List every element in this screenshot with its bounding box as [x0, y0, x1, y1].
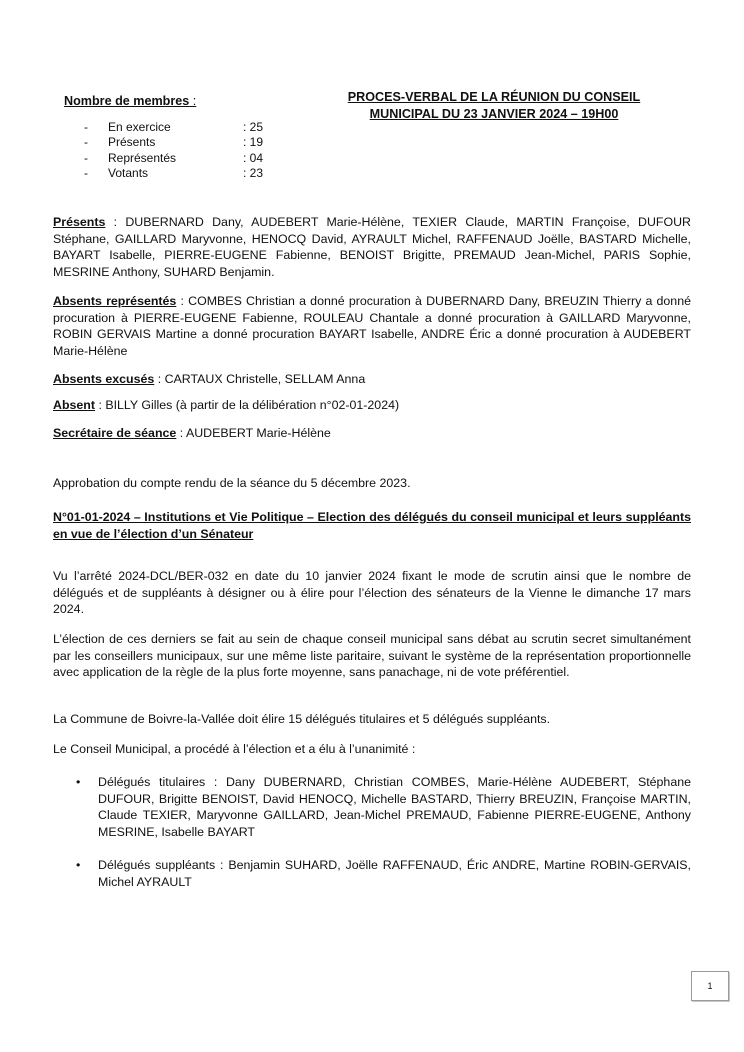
bullet-icon: •: [76, 775, 81, 789]
member-label: En exercice: [108, 119, 171, 134]
members-title-text: Nombre de membres: [64, 94, 190, 108]
delegues-suppleants-text: Délégués suppléants : Benjamin SUHARD, Joëlle RAFFENAUD, Éric ANDRE, Martine ROBIN-GERVAIS, Michel AYRAULT: [98, 858, 691, 889]
member-value: : 25: [243, 119, 264, 134]
secretaire-text: : AUDEBERT Marie-Hélène: [176, 426, 331, 440]
deliberation-paragraph-2: L’élection de ces derniers se fait au sein de chaque conseil municipal sans débat au scrutin secret simultanément par les conseillers municipaux, sur une même liste paritaire, suivant le système de la représentation proportionnelle avec application de la règle de la plus forte moyenne, sans panachage, ni de vote préférentiel.: [53, 632, 691, 679]
presents-text: : DUBERNARD Dany, AUDEBERT Marie-Hélène, TEXIER Claude, MARTIN Françoise, DUFOUR Stéphane, GAILLARD Maryvonne, HENOCQ David, AYRAULT Michel, RAFFENAUD Joëlle, BASTARD Michelle, BAYART Isabelle, PIERRE-EUGENE Fabienne, BENOIST Brigitte, PREMAUD Jean-Michel, PARIS Sophie, MESRINE Anthony, SUHARD Benjamin.: [53, 215, 691, 279]
document-title-line-1: PROCES-VERBAL DE LA RÉUNION DU CONSEIL: [347, 90, 641, 104]
absent-section: [53, 397, 691, 414]
deliberation-paragraph-4: Le Conseil Municipal, a procédé à l’élection et a élu à l’unanimité :: [53, 742, 416, 756]
member-row: [84, 166, 284, 182]
presents-label: Présents: [53, 215, 106, 229]
members-title-colon: :: [189, 94, 197, 108]
page-number: 1: [691, 971, 729, 1001]
absent-text: : BILLY Gilles (à partir de la délibération n°02-01-2024): [95, 398, 400, 412]
presents-section: [53, 214, 691, 280]
secretaire-label: Secrétaire de séance: [53, 426, 177, 440]
members-block: [64, 93, 284, 182]
absents-excuses-label: Absents excusés: [53, 372, 155, 386]
list-item: [53, 774, 691, 840]
member-value: : 23: [243, 166, 264, 180]
secretaire-section: [53, 425, 691, 442]
deliberation-paragraph-1: Vu l’arrêté 2024-DCL/BER-032 en date du 10 janvier 2024 fixant le mode de scrutin ainsi que le nombre de délégués et de suppléants à désigner ou à élire pour l’élection des sénateurs de la Vienne le dimanche 17 mars 2024.: [53, 569, 691, 616]
member-dash: -: [84, 166, 88, 180]
member-row: [84, 135, 284, 151]
member-value: : 19: [243, 135, 264, 149]
member-label: Présents: [108, 135, 156, 149]
members-title: [64, 93, 284, 110]
list-item: [53, 857, 691, 890]
absents-representes-text: : COMBES Christian a donné procuration à DUBERNARD Dany, BREUZIN Thierry a donné procuration à PIERRE-EUGENE Fabienne, ROULEAU Chantale a donné procuration à GAILLARD Maryvonne, ROBIN GERVAIS Martine a donné procuration BAYART Isabelle, ANDRE Éric a donné procuration à AUDEBERT Marie-Hélène: [53, 294, 691, 358]
deliberation-title: N°01-01-2024 – Institutions et Vie Politique – Election des délégués du conseil municipal et leurs suppléants en vue de l’élection d’un Sénateur: [53, 510, 691, 541]
absents-excuses-section: [53, 371, 691, 388]
member-dash: -: [84, 150, 88, 165]
absents-excuses-text: : CARTAUX Christelle, SELLAM Anna: [154, 372, 366, 386]
member-dash: -: [84, 135, 88, 149]
member-label: Votants: [108, 166, 149, 180]
member-row: [84, 151, 284, 167]
absents-representes-section: [53, 293, 691, 359]
delegues-titulaires-text: Délégués titulaires : Dany DUBERNARD, Christian COMBES, Marie-Hélène AUDEBERT, Stéphane DUFOUR, Brigitte BENOIST, David HENOCQ, Michelle BASTARD, Thierry BREUZIN, Françoise MARTIN, Claude TEXIER, Maryvonne GAILLARD, Jean-Michel PREMAUD, Fabienne PIERRE-EUGENE, Anthony MESRINE, Isabelle BAYART: [98, 775, 691, 839]
member-label: Représentés: [108, 150, 177, 165]
absents-representes-label: Absents représentés: [53, 294, 177, 308]
deliberation-paragraph-3: La Commune de Boivre-la-Vallée doit élire 15 délégués titulaires et 5 délégués suppléants.: [53, 712, 551, 726]
approbation-paragraph: Approbation du compte rendu de la séance du 5 décembre 2023.: [53, 476, 411, 490]
bullet-icon: •: [76, 858, 81, 872]
absent-label: Absent: [53, 398, 95, 412]
document-title-line-2: MUNICIPAL DU 23 JANVIER 2024 – 19H00: [369, 106, 619, 121]
member-value: : 04: [243, 150, 264, 165]
document-title: [300, 89, 688, 122]
delegates-list: [53, 774, 691, 907]
member-dash: -: [84, 119, 88, 134]
member-row: [84, 120, 284, 136]
